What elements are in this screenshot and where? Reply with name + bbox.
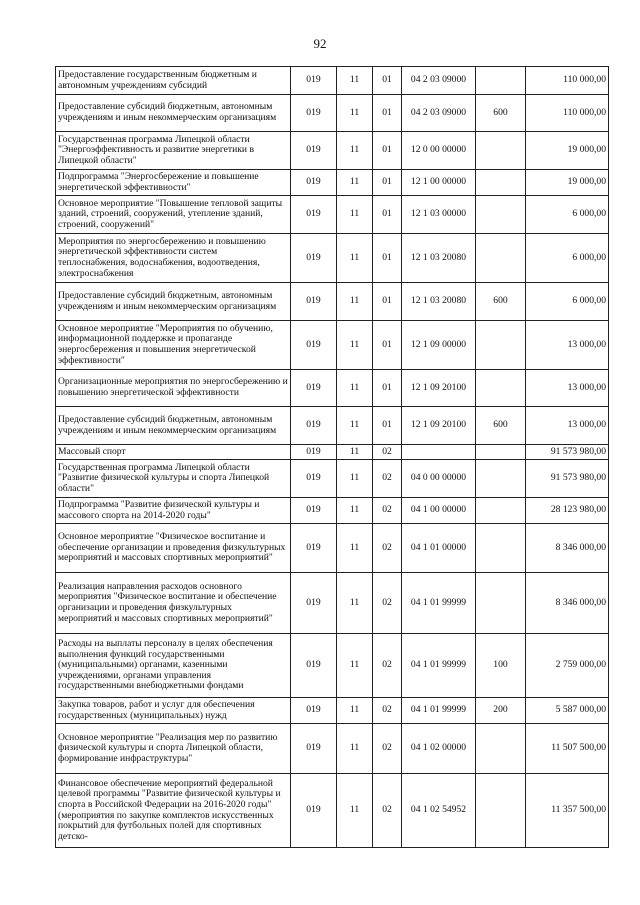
subsection-code-cell: 02 — [373, 460, 402, 498]
expense-type-cell: 600 — [476, 407, 526, 445]
subsection-code-cell: 01 — [373, 283, 402, 321]
target-article-cell: 04 2 03 09000 — [402, 95, 476, 132]
table-row — [56, 370, 609, 407]
target-article-cell: 04 2 03 09000 — [402, 67, 476, 95]
expense-type-cell — [476, 573, 526, 634]
section-code-cell: 11 — [337, 573, 373, 634]
section-code-cell: 11 — [337, 774, 373, 848]
amount-cell: 11 507 500,00 — [526, 724, 609, 774]
amount-cell: 13 000,00 — [526, 370, 609, 407]
ministry-code-cell: 019 — [291, 95, 337, 132]
target-article-cell: 04 1 00 00000 — [402, 498, 476, 524]
section-code-cell: 11 — [337, 132, 373, 170]
ministry-code-cell: 019 — [291, 698, 337, 724]
row-name-cell: Основное мероприятие "Реализация мер по развитию физической культуры и спорта Липецкой области, формирование инфраструктуры" — [56, 724, 291, 774]
section-code-cell: 11 — [337, 698, 373, 724]
section-code-cell: 11 — [337, 460, 373, 498]
table-row — [56, 445, 609, 460]
table-row — [56, 67, 609, 95]
section-code-cell: 11 — [337, 370, 373, 407]
row-name-cell: Организационные мероприятия по энергосбережению и повышению энергетической эффективности — [56, 370, 291, 407]
ministry-code-cell: 019 — [291, 445, 337, 460]
ministry-code-cell: 019 — [291, 234, 337, 283]
expense-type-cell: 200 — [476, 698, 526, 724]
amount-cell: 8 346 000,00 — [526, 524, 609, 573]
expense-type-cell — [476, 498, 526, 524]
ministry-code-cell: 019 — [291, 407, 337, 445]
ministry-code-cell: 019 — [291, 283, 337, 321]
subsection-code-cell: 02 — [373, 698, 402, 724]
subsection-code-cell: 02 — [373, 573, 402, 634]
section-code-cell: 11 — [337, 407, 373, 445]
budget-table — [55, 66, 609, 848]
row-name-cell: Основное мероприятие "Повышение тепловой защиты зданий, строений, сооружений, утепление зданий, строений, сооружений" — [56, 196, 291, 234]
expense-type-cell: 600 — [476, 283, 526, 321]
row-name-cell: Предоставление субсидий бюджетным, автономным учреждениям и иным некоммерческим организациям — [56, 407, 291, 445]
target-article-cell: 04 1 01 99999 — [402, 573, 476, 634]
row-name-cell: Массовый спорт — [56, 445, 291, 460]
budget-table-body — [56, 67, 609, 848]
expense-type-cell — [476, 370, 526, 407]
expense-type-cell — [476, 132, 526, 170]
subsection-code-cell: 01 — [373, 95, 402, 132]
ministry-code-cell: 019 — [291, 774, 337, 848]
section-code-cell: 11 — [337, 321, 373, 370]
ministry-code-cell: 019 — [291, 573, 337, 634]
table-row — [56, 498, 609, 524]
ministry-code-cell: 019 — [291, 460, 337, 498]
expense-type-cell — [476, 67, 526, 95]
table-row — [56, 460, 609, 498]
amount-cell: 110 000,00 — [526, 67, 609, 95]
row-name-cell: Основное мероприятие "Физическое воспитание и обеспечение организации и проведения физкультурных мероприятий и массовых спортивных мероприятий" — [56, 524, 291, 573]
table-row — [56, 573, 609, 634]
section-code-cell: 11 — [337, 283, 373, 321]
ministry-code-cell: 019 — [291, 132, 337, 170]
amount-cell: 28 123 980,00 — [526, 498, 609, 524]
target-article-cell: 04 1 01 00000 — [402, 524, 476, 573]
row-name-cell: Основное мероприятие "Мероприятия по обучению, информационной поддержке и пропаганде энергосбережения и повышения энергетической эффективности" — [56, 321, 291, 370]
ministry-code-cell: 019 — [291, 724, 337, 774]
target-article-cell: 12 1 03 00000 — [402, 196, 476, 234]
amount-cell: 13 000,00 — [526, 407, 609, 445]
row-name-cell: Финансовое обеспечение мероприятий федеральной целевой программы "Развитие физической культуры и спорта в Российской Федерации на 2016-2020 годы" (мероприятия по закупке комплектов искусственных покрытий для футбольных полей для спортивных детско- — [56, 774, 291, 848]
subsection-code-cell: 01 — [373, 321, 402, 370]
section-code-cell: 11 — [337, 634, 373, 698]
subsection-code-cell: 02 — [373, 524, 402, 573]
subsection-code-cell: 01 — [373, 370, 402, 407]
table-row — [56, 698, 609, 724]
subsection-code-cell: 02 — [373, 498, 402, 524]
row-name-cell: Расходы на выплаты персоналу в целях обеспечения выполнения функций государственными (муниципальными) органами, казенными учреждениями, органами управления государственными внебюджетными фондами — [56, 634, 291, 698]
page-number: 92 — [313, 36, 327, 51]
subsection-code-cell: 02 — [373, 774, 402, 848]
subsection-code-cell: 01 — [373, 170, 402, 196]
amount-cell: 6 000,00 — [526, 234, 609, 283]
ministry-code-cell: 019 — [291, 196, 337, 234]
target-article-cell: 12 1 03 20080 — [402, 283, 476, 321]
table-row — [56, 724, 609, 774]
table-row — [56, 634, 609, 698]
row-name-cell: Предоставление государственным бюджетным и автономным учреждениям субсидий — [56, 67, 291, 95]
row-name-cell: Подпрограмма "Энергосбережение и повышение энергетической эффективности" — [56, 170, 291, 196]
table-row — [56, 524, 609, 573]
amount-cell: 2 759 000,00 — [526, 634, 609, 698]
amount-cell: 13 000,00 — [526, 321, 609, 370]
target-article-cell: 12 1 09 20100 — [402, 370, 476, 407]
target-article-cell: 12 0 00 00000 — [402, 132, 476, 170]
subsection-code-cell: 01 — [373, 132, 402, 170]
subsection-code-cell: 01 — [373, 196, 402, 234]
section-code-cell: 11 — [337, 234, 373, 283]
row-name-cell: Государственная программа Липецкой области "Энергоэффективность и развитие энергетики в Липецкой области" — [56, 132, 291, 170]
row-name-cell: Подпрограмма "Развитие физической культуры и массового спорта на 2014-2020 годы" — [56, 498, 291, 524]
subsection-code-cell: 01 — [373, 407, 402, 445]
row-name-cell: Предоставление субсидий бюджетным, автономным учреждениям и иным некоммерческим организациям — [56, 283, 291, 321]
amount-cell: 91 573 980,00 — [526, 445, 609, 460]
table-row — [56, 774, 609, 848]
target-article-cell: 04 1 01 99999 — [402, 698, 476, 724]
target-article-cell — [402, 445, 476, 460]
amount-cell: 8 346 000,00 — [526, 573, 609, 634]
expense-type-cell — [476, 460, 526, 498]
target-article-cell: 04 0 00 00000 — [402, 460, 476, 498]
row-name-cell: Государственная программа Липецкой области "Развитие физической культуры и спорта Липецкой области" — [56, 460, 291, 498]
table-row — [56, 196, 609, 234]
amount-cell: 110 000,00 — [526, 95, 609, 132]
row-name-cell: Закупка товаров, работ и услуг для обеспечения государственных (муниципальных) нужд — [56, 698, 291, 724]
section-code-cell: 11 — [337, 95, 373, 132]
table-row — [56, 321, 609, 370]
amount-cell: 91 573 980,00 — [526, 460, 609, 498]
subsection-code-cell: 01 — [373, 67, 402, 95]
expense-type-cell: 600 — [476, 95, 526, 132]
section-code-cell: 11 — [337, 170, 373, 196]
ministry-code-cell: 019 — [291, 170, 337, 196]
section-code-cell: 11 — [337, 524, 373, 573]
amount-cell: 6 000,00 — [526, 196, 609, 234]
table-row — [56, 283, 609, 321]
section-code-cell: 11 — [337, 724, 373, 774]
amount-cell: 5 587 000,00 — [526, 698, 609, 724]
ministry-code-cell: 019 — [291, 524, 337, 573]
subsection-code-cell: 02 — [373, 445, 402, 460]
target-article-cell: 04 1 02 54952 — [402, 774, 476, 848]
row-name-cell: Предоставление субсидий бюджетным, автономным учреждениям и иным некоммерческим организациям — [56, 95, 291, 132]
section-code-cell: 11 — [337, 67, 373, 95]
target-article-cell: 12 1 09 00000 — [402, 321, 476, 370]
row-name-cell: Мероприятия по энергосбережению и повышению энергетической эффективности систем теплоснабжения, водоснабжения, водоотведения, электроснабжения — [56, 234, 291, 283]
target-article-cell: 12 1 09 20100 — [402, 407, 476, 445]
amount-cell: 19 000,00 — [526, 170, 609, 196]
expense-type-cell — [476, 196, 526, 234]
expense-type-cell — [476, 445, 526, 460]
section-code-cell: 11 — [337, 196, 373, 234]
table-row — [56, 132, 609, 170]
ministry-code-cell: 019 — [291, 370, 337, 407]
subsection-code-cell: 02 — [373, 724, 402, 774]
ministry-code-cell: 019 — [291, 634, 337, 698]
expense-type-cell — [476, 321, 526, 370]
table-row — [56, 170, 609, 196]
ministry-code-cell: 019 — [291, 321, 337, 370]
section-code-cell: 11 — [337, 498, 373, 524]
table-row — [56, 95, 609, 132]
ministry-code-cell: 019 — [291, 498, 337, 524]
expense-type-cell: 100 — [476, 634, 526, 698]
row-name-cell: Реализация направления расходов основного мероприятия "Физическое воспитание и обеспечение организации и проведения физкультурных мероприятий и массовых спортивных мероприятий" — [56, 573, 291, 634]
ministry-code-cell: 019 — [291, 67, 337, 95]
target-article-cell: 04 1 02 00000 — [402, 724, 476, 774]
amount-cell: 19 000,00 — [526, 132, 609, 170]
table-row — [56, 234, 609, 283]
target-article-cell: 12 1 00 00000 — [402, 170, 476, 196]
expense-type-cell — [476, 234, 526, 283]
target-article-cell: 12 1 03 20080 — [402, 234, 476, 283]
table-row — [56, 407, 609, 445]
expense-type-cell — [476, 724, 526, 774]
subsection-code-cell: 01 — [373, 234, 402, 283]
amount-cell: 11 357 500,00 — [526, 774, 609, 848]
section-code-cell: 11 — [337, 445, 373, 460]
expense-type-cell — [476, 170, 526, 196]
expense-type-cell — [476, 524, 526, 573]
expense-type-cell — [476, 774, 526, 848]
target-article-cell: 04 1 01 99999 — [402, 634, 476, 698]
amount-cell: 6 000,00 — [526, 283, 609, 321]
subsection-code-cell: 02 — [373, 634, 402, 698]
